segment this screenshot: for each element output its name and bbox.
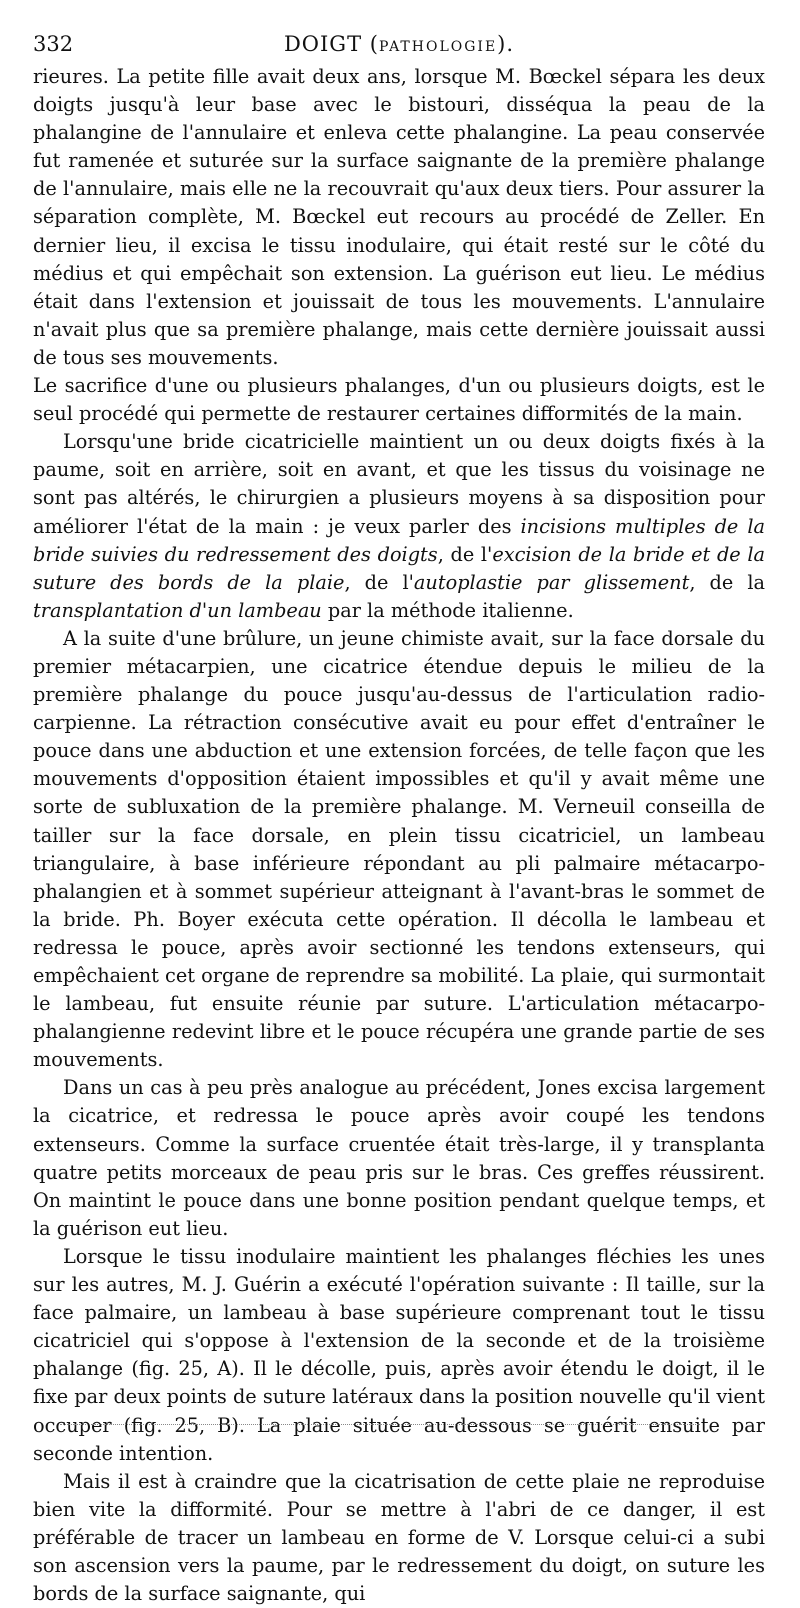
paragraph [33,625,765,1075]
text-segment: , de la [689,570,765,594]
text-segment: , de l' [344,570,414,594]
text-segment: Mais il est à craindre que la cicatrisation de cette plaie ne reproduise bien vite la difformité. Pour se mettre à l'abri de ce danger, il est préférable de tracer un lambeau en forme de V. Lorsque celui-ci a subi son ascension vers la paume, par le redressement du doigt, on suture les bords de la surface saignante, qui [33,1469,765,1606]
running-title-end: ). [497,32,515,56]
italic-phrase: autoplastie par glissement [413,570,690,594]
paragraph [33,428,765,625]
text-segment: Le sacrifice d'une ou plusieurs phalanges, d'un ou plusieurs doigts, est le seul procédé qui permette de restaurer certaines difformités de la main. [33,374,765,426]
paragraph [33,1243,765,1468]
paragraph [33,372,765,428]
paragraph [33,1468,765,1608]
text-segment: , de l' [437,542,493,566]
text-segment: Lorsque le tissu inodulaire maintient les phalanges fléchies les unes sur les autres, M. J. Guérin a exécuté l'opération suivante : Il taille, sur la face palmaire, un lambeau à base supérieure comprenant tout le tissu cicatriciel qui s'oppose à l'extension de la seconde et de la troisième phalange (fig. 25, A). Il le décolle, puis, après avoir étendu le doigt, il le fixe par deux points de suture latéraux dans la position nouvelle qu'il vient occuper (fig. 25, B). La plaie située au-dessous se guérit ensuite par seconde intention. [33,1244,765,1465]
italic-phrase: incisions multiples de la bride suivies du redressement des doigts [33,514,765,566]
text-segment: Dans un cas à peu près analogue au précédent, Jones excisa largement la cicatrice, et redressa le pouce après avoir coupé les tendons extenseurs. Comme la surface cruentée était très-large, il y transplanta quatre petits morceaux de peau pris sur le bras. Ces greffes réussirent. On maintint le pouce dans une bonne position pendant quelque temps, et la guérison eut lieu. [33,1076,765,1240]
page-number: 332 [33,32,74,56]
body-text [33,63,765,1608]
page-header [33,32,765,62]
text-segment: Lorsqu'une bride cicatricielle maintient un ou deux doigts fixés à la paume, soit en arrière, soit en avant, et que les tissus du voisinage ne sont pas altérés, le chirurgien a plusieurs moyens à sa disposition pour améliorer l'état de la main : je veux parler des [33,430,765,538]
running-title-main: DOIGT ( [283,32,379,56]
text-segment: par la méthode italienne. [321,598,574,622]
text-segment: rieures. La petite fille avait deux ans, lorsque M. Bœckel sépara les deux doigts jusqu'à leur base avec le bistouri, disséqua la peau de la phalangine de l'annulaire et enleva cette phalangine. La peau conservée fut ramenée et suturée sur la surface saignante de la première phalange de l'annulaire, mais elle ne la recouvrait qu'aux deux tiers. Pour assurer la séparation complète, M. Bœckel eut recours au procédé de Zeller. En dernier lieu, il excisa le tissu inodulaire, qui était resté sur le côté du médius et qui empêchait son extension. La guérison eut lieu. Le médius était dans l'extension et jouissait de tous les mouvements. L'annulaire n'avait plus que sa première phalange, mais cette dernière jouissait aussi de tous ses mouvements. [33,65,765,369]
footer-rule [60,1424,700,1425]
paragraph [33,63,765,372]
text-segment: A la suite d'une brûlure, un jeune chimiste avait, sur la face dorsale du premier métacarpien, une cicatrice étendue depuis le milieu de la première phalange du pouce jusqu'au-dessus de l'articulation radio-carpienne. La rétraction consécutive avait eu pour effet d'entraîner le pouce dans une abduction et une extension forcées, de telle façon que les mouvements d'opposition étaient impossibles et qu'il y avait même une sorte de subluxation de la première phalange. M. Verneuil conseilla de tailler sur la face dorsale, en plein tissu cicatriciel, un lambeau triangulaire, à base inférieure répondant au pli palmaire métacarpo-phalangien et à sommet supérieur atteignant à l'avant-bras le sommet de la bride. Ph. Boyer exécuta cette opération. Il décolla le lambeau et redressa le pouce, après avoir sectionné les tendons extenseurs, qui empêchaient cet organe de reprendre sa mobilité. La plaie, qui surmontait le lambeau, fut ensuite réunie par suture. L'articulation métacarpo-phalangienne redevint libre et le pouce récupéra une grande partie de ses mouvements. [33,626,765,1072]
paragraph [33,1074,765,1243]
running-title [33,32,765,56]
running-title-subject: PATHOLOGIE [378,39,498,55]
italic-phrase: excision de la bride et de la suture des bords de la plaie [33,542,765,594]
italic-phrase: transplantation d'un lambeau [33,598,322,622]
